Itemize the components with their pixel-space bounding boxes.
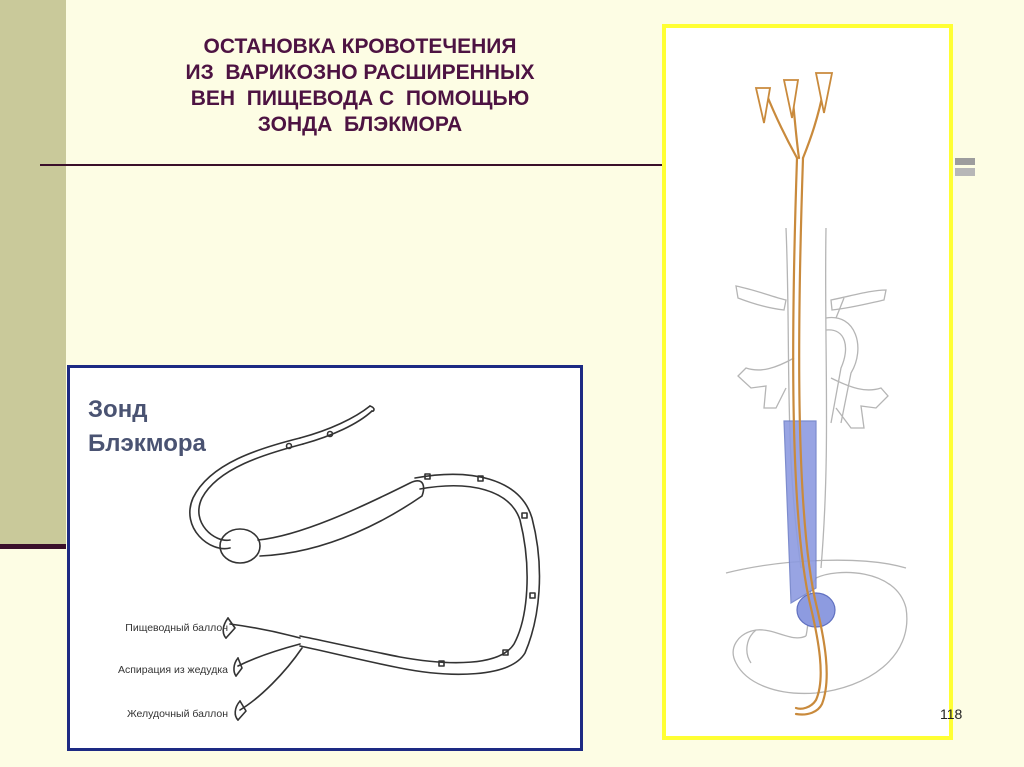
esophagus-stomach-anatomy-icon [666,28,949,736]
figure-title-line-1: Зонд [88,396,148,423]
blakemore-tube-drawing-icon [70,368,580,748]
slide-title-line-3: ВЕН ПИЩЕВОДА С ПОМОЩЬЮ [190,87,530,110]
right-accent-marks [955,158,975,176]
slide-title-line-1: ОСТАНОВКА КРОВОТЕЧЕНИЯ [203,35,517,58]
slide-title-line-4: ЗОНДА БЛЭКМОРА [257,113,463,136]
accent-bar-light [955,168,975,176]
sidebar-decoration [0,0,66,548]
label-gastric-balloon: Желудочный баллон [126,708,228,720]
slide-title-line-2: ИЗ ВАРИКОЗНО РАСШИРЕННЫХ [185,61,535,84]
label-gastric-aspiration: Аспирация из жедудка [117,664,228,676]
accent-bar-dark [955,158,975,165]
sidebar-divider [0,544,66,549]
page-number: 118 [940,706,963,722]
title-underline [40,164,665,166]
slide-title [110,34,610,138]
anatomy-figure [662,24,953,740]
blakemore-tube-figure [67,365,583,751]
label-esophageal-balloon: Пищеводный баллон [125,622,228,634]
figure-title-line-2: Блэкмора [88,430,206,457]
